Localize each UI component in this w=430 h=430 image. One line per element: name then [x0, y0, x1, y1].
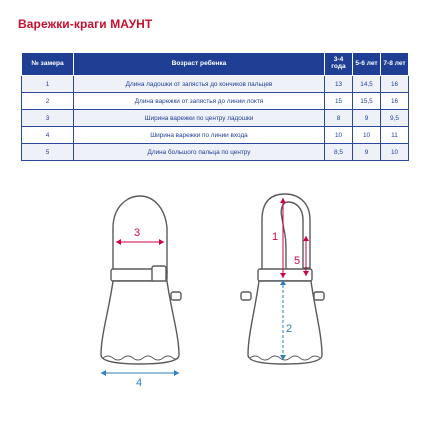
cell-value: 8,5 [325, 144, 353, 161]
table-row [22, 110, 409, 127]
cell-value: 10 [325, 127, 353, 144]
cell-value: 9 [353, 110, 381, 127]
cell-description: Ширина варежки по центру ладошки [74, 110, 325, 127]
cell-number: 1 [22, 76, 74, 93]
table-row [22, 127, 409, 144]
cell-number: 3 [22, 110, 74, 127]
cell-description: Длина ладошки от запястья до кончиков пальцев [74, 76, 325, 93]
table-row [22, 76, 409, 93]
cell-description: Длина варежки от запястья до линии локтя [74, 93, 325, 110]
header-age-3-4: 3-4 года [325, 53, 353, 76]
cell-value: 13 [325, 76, 353, 93]
mitten-diagram [0, 180, 430, 430]
cell-value: 9 [353, 144, 381, 161]
table-row [22, 144, 409, 161]
cell-number: 4 [22, 127, 74, 144]
measure-label-4: 4 [136, 377, 143, 389]
mitten-front-cuff [101, 281, 179, 364]
cell-value: 10 [381, 144, 409, 161]
mitten-side-toggle-right [314, 292, 324, 300]
mitten-side-strap [258, 269, 312, 281]
cell-value: 9,5 [381, 110, 409, 127]
cell-value: 15,5 [353, 93, 381, 110]
mitten-front-toggle [171, 292, 181, 300]
table-row [22, 93, 409, 110]
cell-value: 10 [353, 127, 381, 144]
header-measure-number: № замера [22, 53, 74, 76]
measure-label-2: 2 [286, 323, 293, 335]
measure-label-5: 5 [294, 255, 301, 267]
cell-value: 16 [381, 93, 409, 110]
measure-4-line [101, 370, 179, 376]
size-table [21, 52, 409, 161]
cell-number: 5 [22, 144, 74, 161]
cell-number: 2 [22, 93, 74, 110]
cell-description: Длина большого пальца по центру [74, 144, 325, 161]
page-title: Варежки-краги МАУНТ [18, 17, 153, 31]
cell-value: 8 [325, 110, 353, 127]
header-age-7-8: 7-8 лет [381, 53, 409, 76]
cell-description: Ширина варежки по линии входа [74, 127, 325, 144]
cell-value: 14,5 [353, 76, 381, 93]
cell-value: 15 [325, 93, 353, 110]
measure-label-1: 1 [272, 231, 279, 243]
cell-value: 11 [381, 127, 409, 144]
header-age-5-6: 5-6 лет [353, 53, 381, 76]
mitten-front-view [101, 196, 181, 364]
header-description: Возраст ребенка [74, 53, 325, 76]
table-header-row [22, 53, 409, 76]
mitten-side-cuff [248, 281, 322, 364]
mitten-side-hand [262, 194, 310, 273]
mitten-side-toggle-left [241, 292, 251, 300]
measure-label-3: 3 [134, 227, 141, 239]
cell-value: 16 [381, 76, 409, 93]
